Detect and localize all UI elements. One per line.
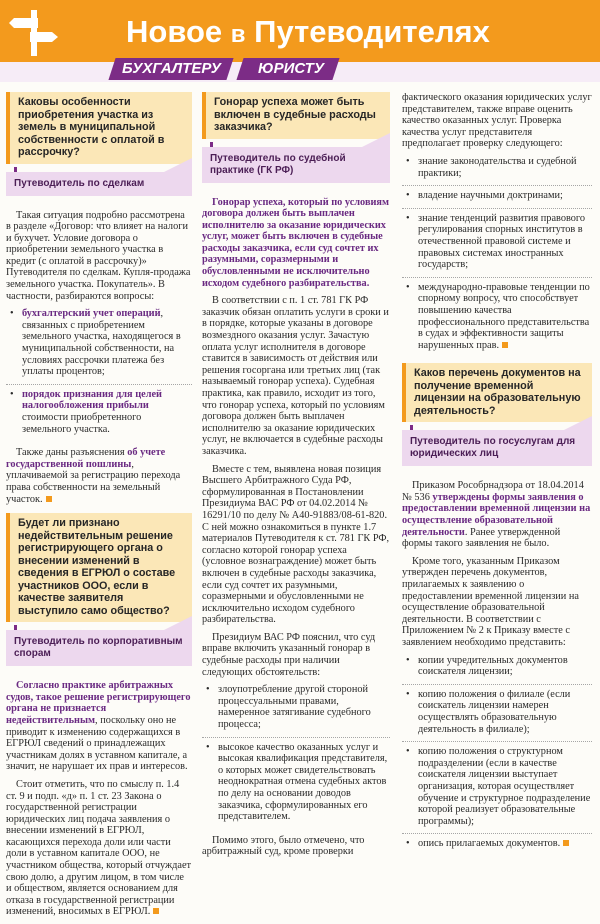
guide-label-1: Путеводитель по сделкам: [6, 172, 192, 196]
list-item: • знание законодательства и судебной практики;: [402, 156, 592, 186]
bullet-list: [402, 655, 592, 856]
list-item: • международно-правовые тенденции по спорному вопросу, что способствует повышению качества профессионального представительства в судах и эффективности защиты нарушенных прав.: [402, 282, 592, 358]
guide-label-3: Путеводитель по судебной практике (ГК РФ): [202, 147, 390, 183]
tab-lawyer: ЮРИСТУ: [258, 60, 325, 77]
column-1: [6, 92, 192, 924]
column-3: [402, 92, 592, 862]
list-item: • владение научными доктринами;: [402, 190, 592, 209]
list-item: • порядок признания для целей налогообложения прибыли стоимости приобретенного земельного участка.: [6, 389, 192, 441]
question-2: Будет ли признано недействительным решение регистрирующего органа о внесении изменений в сведения в ЕГРЮЛ о составе участников ООО, если в качестве заявителя выступило само общество?: [6, 513, 192, 622]
list-item: • бухгалтерский учет операций, связанных с приобретением земельного участка, находящегося в муниципальной собственности, на условиях рассрочки платежа без уплаты процентов;: [6, 308, 192, 385]
bullet-list: [6, 308, 192, 441]
paragraph: Президиум ВАС РФ пояснил, что суд вправе включить указанный гонорар в судебные расходы при наличии следующих обстоятельств:: [202, 631, 376, 678]
paragraph: Гонорар успеха, который по условиям договора должен быть выплачен исполнителю за оказание юридических услуг, может быть включен в судебные расходы заказчика, если суд сочтет их разумными, соразмерными и обусловленными не исключительно исходом судебного разбирательства.: [202, 196, 390, 289]
end-mark-icon: [46, 496, 52, 502]
list-item: • знание тенденций развития правового регулирования спорных институтов в отечественной правовой системе и правовых системах иностранных государств;: [402, 213, 592, 278]
question-4: Каков перечень документов на получение временной лицензии на образовательную деятельность?: [402, 363, 592, 422]
end-mark-icon: [153, 908, 159, 914]
guide-label-4: Путеводитель по госуслугам для юридических лиц: [402, 430, 592, 466]
bullet-list: [202, 684, 390, 829]
tab-accountant: БУХГАЛТЕРУ: [122, 60, 221, 77]
page-header: [0, 0, 600, 84]
list-item: • копию положения о филиале (если соискатель лицензии намерен осуществлять образовательную деятельность в филиале);: [402, 689, 592, 742]
list-item: • копии учредительных документов соискателя лицензии;: [402, 655, 592, 685]
column-2: [202, 92, 390, 864]
end-mark-icon: [563, 840, 569, 846]
paragraph: Стоит отметить, что по смыслу п. 1.4 ст. 9 и подп. «д» п. 1 ст. 23 Закона о государственной регистрации юридических лиц подача заявления о внесении изменений в ЕГРЮЛ, касающихся перехода доли или части доли в уставном капитале ООО, не участником общества, который отчуждает свою долю, а другим лицом, в том числе и обществом, является основанием для отказа в государственной регистрации изменений, вносимых в ЕГРЮЛ.: [6, 778, 192, 918]
paragraph: Согласно практике арбитражных судов, такое решение регистрирующего органа не признается недействительным, поскольку оно не приводит к изменению содержащихся в ЕГРЮЛ сведений о принадлежащих участникам долях в уставном капитале, а значит, не нарушает их прав и интересов.: [6, 680, 191, 773]
paragraph: Также даны разъяснения об учете государственной пошлины, уплачиваемой за регистрацию перехода права собственности на земельный участок.: [6, 447, 181, 505]
paragraph: Кроме того, указанным Приказом утвержден перечень документов, прилагаемых к заявлению о предоставлении временной лицензии на осуществление образовательной деятельности. В соответствии с Приложением № 2 к Приказу вместе с заявлением необходимо представить:: [402, 555, 579, 648]
paragraph: фактического оказания юридических услуг представителем, также вправе оценить качество оказанных услуг. Проверка качества услуг представителя предполагает проверку следующего:: [402, 92, 592, 150]
list-item: • опись прилагаемых документов.: [402, 838, 592, 856]
list-item: • копию положения о структурном подразделении (если в качестве соискателя лицензии выступает организация, которая осуществляет обучение и структурное подразделение которой реализует образовательные программы);: [402, 746, 592, 834]
paragraph: Приказом Рособрнадзора от 18.04.2014 № 536 утверждены формы заявления о предоставлении временной лицензии на осуществление образовательной деятельности. Ранее утвержденной формы такого заявления не было.: [402, 480, 591, 550]
paragraph: Помимо этого, было отмечено, что арбитражный суд, кроме проверки: [202, 834, 365, 858]
guide-label-2: Путеводитель по корпоративным спорам: [6, 630, 192, 666]
paragraph: Вместе с тем, выявлена новая позиция Высшего Арбитражного Суда РФ, сформулированная в Постановлении Президиума ВАС РФ от 04.02.2014 № 16291/10 по делу № А40-91883/08-61-820. С ней можно ознакомиться в пункте 1.7 материалов Путеводителя к ст. 781 ГК РФ, согласно которой гонорар успеха (условное вознаграждение) может быть включен в судебные расходы заказчика, если суд сочтет их разумными, соразмерными и обусловленными не исключительно исходом судебного разбирательства.: [202, 463, 390, 626]
end-mark-icon: [502, 342, 508, 348]
question-1: Каковы особенности приобретения участка из земель в муниципальной собственности с оплатой в рассрочку?: [6, 92, 192, 164]
paragraph: Такая ситуация подробно рассмотрена в разделе «Договор: что влияет на налоги и бухучет. Условие договора о приобретении земельного участка в кредит (с оплатой в рассрочку)» Путеводителя по сделкам. Купля-продажа земельного участка. Покупатель». В частности, разбираются вопросы:: [6, 209, 191, 302]
bullet-list: [402, 156, 592, 357]
list-item: • злоупотребление другой стороной процессуальными правами, намеренное затягивание судебного процесса;: [202, 684, 390, 737]
question-3: Гонорар успеха может быть включен в судебные расходы заказчика?: [202, 92, 390, 139]
list-item: • высокое качество оказанных услуг и высокая квалификация представителя, о которых может свидетельствовать неоднократная отмена судебных актов по делу на основании доводов заказчика, сформулированных его представителем.: [202, 742, 390, 829]
page-title: Новое в Путеводителях: [126, 14, 490, 49]
paragraph: В соответствии с п. 1 ст. 781 ГК РФ заказчик обязан оплатить услуги в сроки и в порядке, которые указаны в договоре возмездного оказания услуг. Зачастую оплата услуг исполнителя в договоре ставится в зависимость от действия или решения госоргана или третьих лиц (так называемый гонорар успеха). Судебная практика, как правило, исходит из того, что гонорар успеха, который по условиям договора должен быть выплачен исполнителю за оказание юридических услуг, не включается в судебные расходы заказчика.: [202, 295, 389, 457]
signpost-icon: [8, 6, 60, 58]
